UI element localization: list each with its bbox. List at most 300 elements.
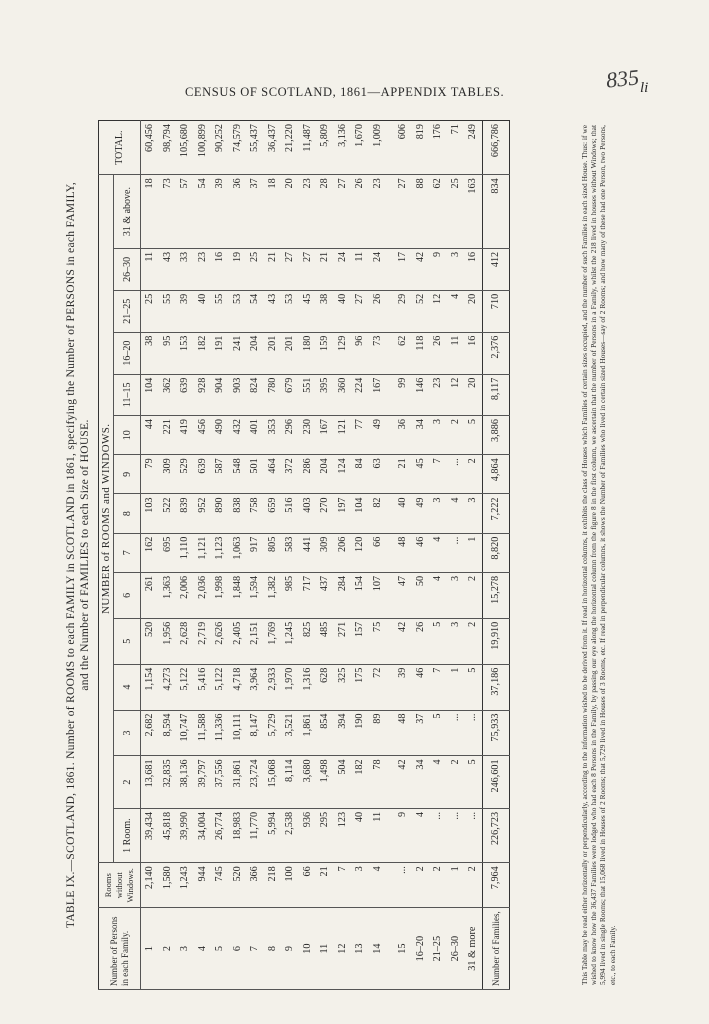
table-cell: 40 — [351, 808, 369, 862]
table-cell: 551 — [299, 374, 317, 415]
table-cell: 78 — [369, 756, 387, 809]
table-cell: 295 — [316, 808, 334, 862]
table-cell: 39 — [394, 664, 412, 710]
table-cell: 3 — [464, 494, 482, 533]
table-row — [141, 121, 159, 990]
table-cell: 25 — [246, 248, 264, 290]
table-cell: 441 — [299, 533, 317, 572]
column-header: 3 — [114, 710, 141, 756]
table-cell: 89 — [369, 710, 387, 756]
table-cell: 7 — [429, 664, 447, 710]
table-cell: 394 — [334, 710, 352, 756]
spacer-cell — [386, 332, 394, 374]
table-cell: 464 — [264, 455, 282, 494]
total-cell: 37,186 — [482, 664, 509, 710]
table-cell: 23 — [429, 374, 447, 415]
column-header: 7 — [114, 533, 141, 572]
header-group: NUMBER of ROOMS and WINDOWS. — [99, 175, 114, 863]
table-cell: 2 — [447, 416, 465, 455]
table-cell: 34,004 — [194, 808, 212, 862]
table-cell: 904 — [211, 374, 229, 415]
total-cell: 226,723 — [482, 808, 509, 862]
spacer-cell — [386, 863, 394, 908]
row-spacer — [386, 121, 394, 990]
header-persons: Number of Persons in each Family. — [99, 908, 141, 990]
total-cell: 710 — [482, 290, 509, 332]
table-cell: 780 — [264, 374, 282, 415]
table-cell: 24 — [369, 248, 387, 290]
total-cell: 4,864 — [482, 455, 509, 494]
totals-row — [482, 121, 509, 990]
table-cell: 1,670 — [351, 121, 369, 175]
table-cell: 4 — [412, 808, 430, 862]
table-cell: 1 — [447, 863, 465, 908]
table-cell: 2 — [464, 572, 482, 618]
table-cell: 1 — [464, 533, 482, 572]
table-cell: 45,818 — [159, 808, 177, 862]
table-cell: 24 — [334, 248, 352, 290]
total-cell: 3,886 — [482, 416, 509, 455]
table-cell: 204 — [246, 332, 264, 374]
table-cell: 249 — [464, 121, 482, 175]
table-cell: 88 — [412, 175, 430, 249]
column-header: 21–25 — [114, 290, 141, 332]
table-cell: 5,809 — [316, 121, 334, 175]
table-cell: 270 — [316, 494, 334, 533]
table-cell: 120 — [351, 533, 369, 572]
table-cell: 48 — [394, 710, 412, 756]
column-header: 9 — [114, 455, 141, 494]
caption-line-2: and the Number of FAMILIES to each Size of HOUSE. — [79, 419, 91, 691]
table-cell: 17 — [394, 248, 412, 290]
table-cell: 745 — [211, 863, 229, 908]
table-cell: 27 — [281, 248, 299, 290]
table-cell: 29 — [394, 290, 412, 332]
table-cell: 1,110 — [176, 533, 194, 572]
table-cell: 3,964 — [246, 664, 264, 710]
table-cell: 39,434 — [141, 808, 159, 862]
column-header: 31 & above. — [114, 175, 141, 249]
table-cell: 175 — [351, 664, 369, 710]
table-cell: 28 — [316, 175, 334, 249]
table-cell: 2,626 — [211, 618, 229, 664]
table-cell: 1,363 — [159, 572, 177, 618]
table-cell: 2,628 — [176, 618, 194, 664]
table-cell: 39 — [211, 175, 229, 249]
spacer-cell — [386, 455, 394, 494]
table-cell: 3 — [429, 416, 447, 455]
table-cell: 5 — [464, 664, 482, 710]
table-cell: 325 — [334, 664, 352, 710]
table-cell: 54 — [194, 175, 212, 249]
row-label: 16–20 — [412, 908, 430, 990]
column-header: 16–20 — [114, 332, 141, 374]
table-cell: 34 — [412, 756, 430, 809]
table-cell: 271 — [334, 618, 352, 664]
table-cell: 26 — [369, 290, 387, 332]
table-cell: 121 — [334, 416, 352, 455]
table-cell: 75 — [369, 618, 387, 664]
table-cell: 31,861 — [229, 756, 247, 809]
table-cell: 13,681 — [141, 756, 159, 809]
table-caption — [64, 120, 92, 990]
table-cell: 2,719 — [194, 618, 212, 664]
row-label: 11 — [316, 908, 334, 990]
table-cell: 21 — [316, 248, 334, 290]
table-cell: 98,794 — [159, 121, 177, 175]
spacer-cell — [386, 808, 394, 862]
table-cell: 23 — [194, 248, 212, 290]
table-row — [394, 121, 412, 990]
table-cell: 38 — [316, 290, 334, 332]
total-cell: 2,376 — [482, 332, 509, 374]
table-cell: 50 — [412, 572, 430, 618]
header-windows: Rooms without Windows. — [99, 863, 141, 908]
table-cell: 403 — [299, 494, 317, 533]
table-cell: 5,122 — [176, 664, 194, 710]
row-label: 9 — [281, 908, 299, 990]
table-cell: 201 — [281, 332, 299, 374]
rotated-table-area — [58, 120, 654, 990]
table-cell: ... — [394, 863, 412, 908]
table-cell: 25 — [141, 290, 159, 332]
totals-label: Number of Families, — [482, 908, 509, 990]
table-cell: 46 — [412, 533, 430, 572]
table-cell: 154 — [351, 572, 369, 618]
table-cell: 18 — [141, 175, 159, 249]
table-cell: 1,498 — [316, 756, 334, 809]
table-cell: 7 — [429, 455, 447, 494]
table-cell: 57 — [176, 175, 194, 249]
table-cell: 419 — [176, 416, 194, 455]
table-cell: 1,245 — [281, 618, 299, 664]
row-label: 10 — [299, 908, 317, 990]
table-cell: 224 — [351, 374, 369, 415]
table-cell: 587 — [211, 455, 229, 494]
total-cell: 834 — [482, 175, 509, 249]
table-cell: 182 — [194, 332, 212, 374]
table-cell: 11,770 — [246, 808, 264, 862]
table-cell: 583 — [281, 533, 299, 572]
table-cell: 36 — [394, 416, 412, 455]
row-label: 14 — [369, 908, 387, 990]
table-cell: 40 — [334, 290, 352, 332]
table-cell: 157 — [351, 618, 369, 664]
column-header: 6 — [114, 572, 141, 618]
table-cell: 8,147 — [246, 710, 264, 756]
table-cell: 230 — [299, 416, 317, 455]
table-cell: 1,861 — [299, 710, 317, 756]
table-cell: 18,983 — [229, 808, 247, 862]
row-label: 12 — [334, 908, 352, 990]
total-cell: 412 — [482, 248, 509, 290]
table-cell: 659 — [264, 494, 282, 533]
table-cell: 360 — [334, 374, 352, 415]
spacer-cell — [386, 121, 394, 175]
table-cell: 23 — [369, 175, 387, 249]
table-cell: 46 — [412, 664, 430, 710]
table-row — [412, 121, 430, 990]
total-cell: 7,964 — [482, 863, 509, 908]
table-cell: 27 — [299, 248, 317, 290]
table-cell: 21,220 — [281, 121, 299, 175]
table-cell: 1,848 — [229, 572, 247, 618]
table-cell: 43 — [159, 248, 177, 290]
row-label: 2 — [159, 908, 177, 990]
table-cell: 296 — [281, 416, 299, 455]
table-cell: 838 — [229, 494, 247, 533]
table-cell: 55,437 — [246, 121, 264, 175]
census-table — [98, 120, 510, 990]
table-cell: 1,970 — [281, 664, 299, 710]
table-cell: 49 — [412, 494, 430, 533]
table-cell: 218 — [264, 863, 282, 908]
table-cell: 27 — [334, 175, 352, 249]
table-cell: 2,151 — [246, 618, 264, 664]
table-cell: 2,933 — [264, 664, 282, 710]
table-cell: 167 — [316, 416, 334, 455]
table-cell: 3 — [447, 618, 465, 664]
table-cell: 77 — [351, 416, 369, 455]
table-cell: 928 — [194, 374, 212, 415]
table-cell: 825 — [299, 618, 317, 664]
table-cell: 5 — [429, 618, 447, 664]
table-cell: 2,006 — [176, 572, 194, 618]
table-cell: 45 — [412, 455, 430, 494]
table-cell: 4 — [447, 290, 465, 332]
spacer-cell — [386, 756, 394, 809]
table-cell: 3 — [447, 248, 465, 290]
table-cell: 8,594 — [159, 710, 177, 756]
table-cell: 21 — [394, 455, 412, 494]
table-cell: 79 — [141, 455, 159, 494]
table-cell: 62 — [429, 175, 447, 249]
table-cell: 38 — [141, 332, 159, 374]
row-label: 8 — [264, 908, 282, 990]
table-cell: 824 — [246, 374, 264, 415]
table-cell: 11 — [141, 248, 159, 290]
table-cell: 944 — [194, 863, 212, 908]
table-cell: 1,956 — [159, 618, 177, 664]
table-cell: 20 — [464, 374, 482, 415]
table-cell: 1 — [447, 664, 465, 710]
total-cell: 19,910 — [482, 618, 509, 664]
table-cell: 153 — [176, 332, 194, 374]
table-cell: 4 — [369, 863, 387, 908]
table-cell: 39,990 — [176, 808, 194, 862]
total-cell: 15,278 — [482, 572, 509, 618]
table-cell: 1,123 — [211, 533, 229, 572]
table-row — [194, 121, 212, 990]
table-cell: 42 — [394, 756, 412, 809]
table-cell: 39,797 — [194, 756, 212, 809]
table-cell: 206 — [334, 533, 352, 572]
handwritten-page-note: 835 — [604, 64, 641, 93]
table-cell: 95 — [159, 332, 177, 374]
table-cell: 26,774 — [211, 808, 229, 862]
table-footnote: This Table may be read either horizontally or perpendicularly, according to the information wished to be derived from it. If read in horizontal columns, it exhibits the class of Houses which Families of certain sizes occupied, and the number of such Families in each sized House. Thus: if we wished to know how the 36,437 Families were lodged who had each 8 Persons in the Family, by passing our eye along the horizontal column from the figure 8 in the first column, we ascertain that the number of Persons in a Family, whilst the 218 lived in houses without Windows; that 5,994 lived in single Rooms; that 15,068 lived in Houses of 2 Rooms; that 5,729 lived in Houses of 3 Rooms, etc. If read in perpendicular columns, it shows the Number of Families who lived in certain sized Houses—say of 2 Rooms; and how many of these had one Person, two Persons, etc., to each Family. — [580, 125, 617, 985]
row-label: 21–25 — [429, 908, 447, 990]
spacer-cell — [386, 908, 394, 990]
table-cell: 401 — [246, 416, 264, 455]
total-cell: 8,820 — [482, 533, 509, 572]
table-cell: 504 — [334, 756, 352, 809]
column-header: 4 — [114, 664, 141, 710]
table-cell: 190 — [351, 710, 369, 756]
table-cell: 55 — [159, 290, 177, 332]
table-row — [447, 121, 465, 990]
table-cell: 104 — [351, 494, 369, 533]
row-label: 26–30 — [447, 908, 465, 990]
table-cell: 162 — [141, 533, 159, 572]
table-cell: 11,487 — [299, 121, 317, 175]
column-header: 1 Room. — [114, 808, 141, 862]
table-cell: 11 — [369, 808, 387, 862]
table-cell: 1,769 — [264, 618, 282, 664]
table-cell: 890 — [211, 494, 229, 533]
table-cell: 529 — [176, 455, 194, 494]
table-cell: 758 — [246, 494, 264, 533]
table-cell: 5,416 — [194, 664, 212, 710]
table-cell: 20 — [464, 290, 482, 332]
table-cell: 45 — [299, 290, 317, 332]
table-cell: 55 — [211, 290, 229, 332]
total-cell: 8,117 — [482, 374, 509, 415]
table-row — [351, 121, 369, 990]
total-cell: 246,601 — [482, 756, 509, 809]
table-cell: 1,154 — [141, 664, 159, 710]
table-cell: 100 — [281, 863, 299, 908]
page-number: li — [640, 80, 649, 96]
table-cell: 839 — [176, 494, 194, 533]
table-cell: 1,121 — [194, 533, 212, 572]
table-cell: 204 — [316, 455, 334, 494]
table-cell: 3,680 — [299, 756, 317, 809]
table-cell: 73 — [159, 175, 177, 249]
table-cell: 1,580 — [159, 863, 177, 908]
table-cell: 286 — [299, 455, 317, 494]
table-cell: 16 — [211, 248, 229, 290]
table-cell: 695 — [159, 533, 177, 572]
table-cell: 82 — [369, 494, 387, 533]
table-cell: 490 — [211, 416, 229, 455]
spacer-cell — [386, 618, 394, 664]
table-cell: 60,456 — [141, 121, 159, 175]
table-cell: ... — [464, 710, 482, 756]
table-cell: 21 — [316, 863, 334, 908]
row-label: 15 — [394, 908, 412, 990]
table-cell: 2 — [464, 455, 482, 494]
table-cell: 107 — [369, 572, 387, 618]
table-cell: 43 — [264, 290, 282, 332]
row-label: 4 — [194, 908, 212, 990]
table-cell: 23,724 — [246, 756, 264, 809]
table-cell: 4 — [429, 756, 447, 809]
total-cell: 7,222 — [482, 494, 509, 533]
table-cell: 73 — [369, 332, 387, 374]
table-cell: 74,579 — [229, 121, 247, 175]
table-cell: 25 — [447, 175, 465, 249]
table-cell: 2,140 — [141, 863, 159, 908]
table-cell: 176 — [429, 121, 447, 175]
table-cell: 2,538 — [281, 808, 299, 862]
table-cell: 362 — [159, 374, 177, 415]
table-cell: 1,316 — [299, 664, 317, 710]
total-cell: 75,933 — [482, 710, 509, 756]
table-cell: 1,009 — [369, 121, 387, 175]
table-cell: 21 — [264, 248, 282, 290]
table-cell: 26 — [429, 332, 447, 374]
table-cell: 2 — [447, 756, 465, 809]
row-label: 13 — [351, 908, 369, 990]
table-cell: 63 — [369, 455, 387, 494]
table-cell: 2,682 — [141, 710, 159, 756]
table-cell: 353 — [264, 416, 282, 455]
table-cell: 952 — [194, 494, 212, 533]
table-cell: 11 — [351, 248, 369, 290]
table-cell: 191 — [211, 332, 229, 374]
table-cell: 19 — [229, 248, 247, 290]
table-cell: 4 — [429, 572, 447, 618]
table-cell: 5 — [464, 416, 482, 455]
column-header: 2 — [114, 756, 141, 809]
table-cell: 123 — [334, 808, 352, 862]
table-cell: 71 — [447, 121, 465, 175]
table-cell: 639 — [176, 374, 194, 415]
table-cell: ... — [447, 455, 465, 494]
table-cell: 8,114 — [281, 756, 299, 809]
table-cell: 52 — [412, 290, 430, 332]
table-cell: 84 — [351, 455, 369, 494]
table-cell: 104 — [141, 374, 159, 415]
table-cell: 18 — [264, 175, 282, 249]
table-cell: 2 — [429, 863, 447, 908]
table-cell: 4 — [429, 533, 447, 572]
table-cell: 917 — [246, 533, 264, 572]
table-cell: 32,835 — [159, 756, 177, 809]
table-cell: 284 — [334, 572, 352, 618]
row-label: 3 — [176, 908, 194, 990]
spacer-cell — [386, 572, 394, 618]
table-cell: 34 — [412, 416, 430, 455]
table-cell: 520 — [229, 863, 247, 908]
table-cell: 5 — [464, 756, 482, 809]
table-cell: 47 — [394, 572, 412, 618]
table-cell: 90,252 — [211, 121, 229, 175]
table-cell: ... — [447, 533, 465, 572]
table-cell: 15,068 — [264, 756, 282, 809]
table-cell: 53 — [281, 290, 299, 332]
table-cell: 26 — [351, 175, 369, 249]
table-cell: 37 — [246, 175, 264, 249]
table-cell: 3 — [351, 863, 369, 908]
table-row — [429, 121, 447, 990]
table-cell: 717 — [299, 572, 317, 618]
table-cell: 520 — [141, 618, 159, 664]
table-cell: 985 — [281, 572, 299, 618]
table-cell: 12 — [429, 290, 447, 332]
row-label: 7 — [246, 908, 264, 990]
column-header: 26–30 — [114, 248, 141, 290]
table-cell: 936 — [299, 808, 317, 862]
table-cell: ... — [447, 710, 465, 756]
table-cell: 62 — [394, 332, 412, 374]
table-cell: 4 — [447, 494, 465, 533]
table-cell: 432 — [229, 416, 247, 455]
table-row — [334, 121, 352, 990]
table-cell: 2,036 — [194, 572, 212, 618]
table-cell: 39 — [176, 290, 194, 332]
